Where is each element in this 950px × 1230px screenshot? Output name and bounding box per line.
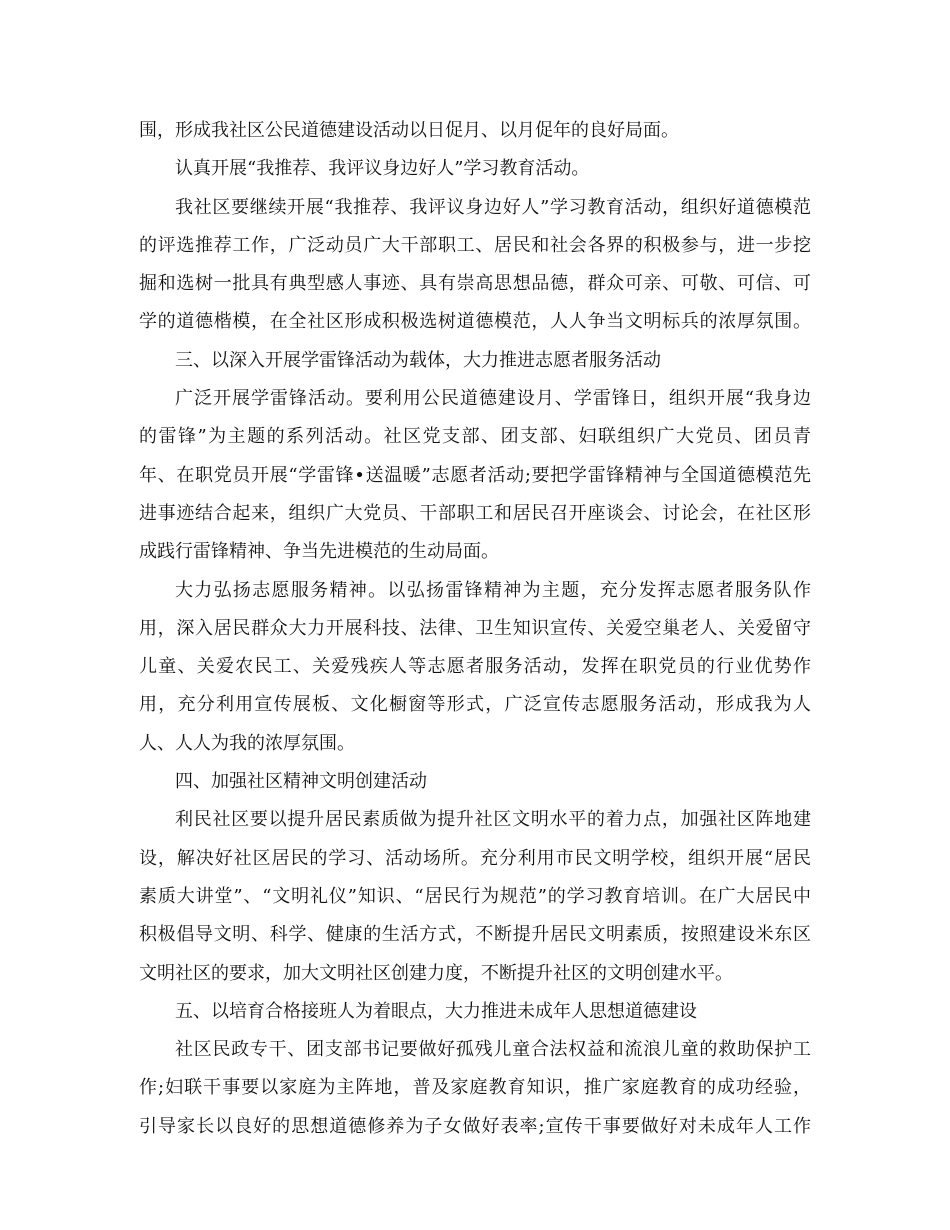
document-body [139,112,811,1146]
text-line: 大力弘扬志愿服务精神。以弘扬雷锋精神为主题，充分发挥志愿者服务队作 [175,579,811,601]
text-line: 广泛开展学雷锋活动。要利用公民道德建设月、学雷锋日，组织开展“我身边 [175,388,811,410]
text-line: 人、人人为我的浓厚氛围。 [139,732,355,754]
text-line: 掘和选树一批具有典型感人事迹、具有崇高思想品德，群众可亲、可敬、可信、可 [139,273,811,295]
text-line: 文明社区的要求，加大文明社区创建力度，不断提升社区的文明创建水平。 [139,962,733,984]
section-heading: 四、加强社区精神文明创建活动 [175,771,427,793]
text-line: 利民社区要以提升居民素质做为提升社区文明水平的着力点，加强社区阵地建 [175,809,811,831]
text-line: 成践行雷锋精神、争当先进模范的生动局面。 [139,541,499,563]
section-heading: 五、以培育合格接班人为着眼点，大力推进未成年人思想道德建设 [175,1000,697,1022]
text-line: 进事迹结合起来，组织广大党员、干部职工和居民召开座谈会、讨论会，在社区形 [139,502,811,524]
text-line: 学的道德楷模，在全社区形成积极选树道德模范，人人争当文明标兵的浓厚氛围。 [139,311,811,333]
text-line: 设，解决好社区居民的学习、活动场所。充分利用市民文明学校，组织开展“居民 [139,847,811,869]
text-line: 用，深入居民群众大力开展科技、法律、卫生知识宣传、关爱空巢老人、关爱留守 [139,617,811,639]
text-line: 引导家长以良好的思想道德修养为子女做好表率;宣传干事要做好对未成年人工作 [139,1115,811,1137]
text-line: 社区民政专干、团支部书记要做好孤残儿童合法权益和流浪儿童的救助保护工 [175,1039,811,1061]
text-line: 我社区要继续开展“我推荐、我评议身边好人”学习教育活动，组织好道德模范 [175,196,811,218]
text-line: 围，形成我社区公民道德建设活动以日促月、以月促年的良好局面。 [139,120,679,141]
text-line: 的评选推荐工作，广泛动员广大干部职工、居民和社会各界的积极参与，进一步挖 [139,234,811,256]
text-line: 作;妇联干事要以家庭为主阵地，普及家庭教育知识，推广家庭教育的成功经验， [139,1077,811,1099]
text-line: 儿童、关爱农民工、关爱残疾人等志愿者服务活动，发挥在职党员的行业优势作 [139,656,811,678]
text-line: 积极倡导文明、科学、健康的生活方式，不断提升居民文明素质，按照建设米东区 [139,924,811,946]
paragraph-heading: 认真开展“我推荐、我评议身边好人”学习教育活动。 [175,158,590,180]
text-line: 用，充分利用宣传展板、文化橱窗等形式，广泛宣传志愿服务活动，形成我为人 [139,694,811,716]
text-line: 年、在职党员开展“学雷锋•送温暖”志愿者活动;要把学雷锋精神与全国道德模范先 [139,464,811,486]
section-heading: 三、以深入开展学雷锋活动为载体，大力推进志愿者服务活动 [175,349,661,371]
text-line: 的雷锋”为主题的系列活动。社区党支部、团支部、妇联组织广大党员、团员青 [139,426,811,448]
text-line: 素质大讲堂”、“文明礼仪”知识、“居民行为规范”的学习教育培训。在广大居民中 [139,885,811,907]
